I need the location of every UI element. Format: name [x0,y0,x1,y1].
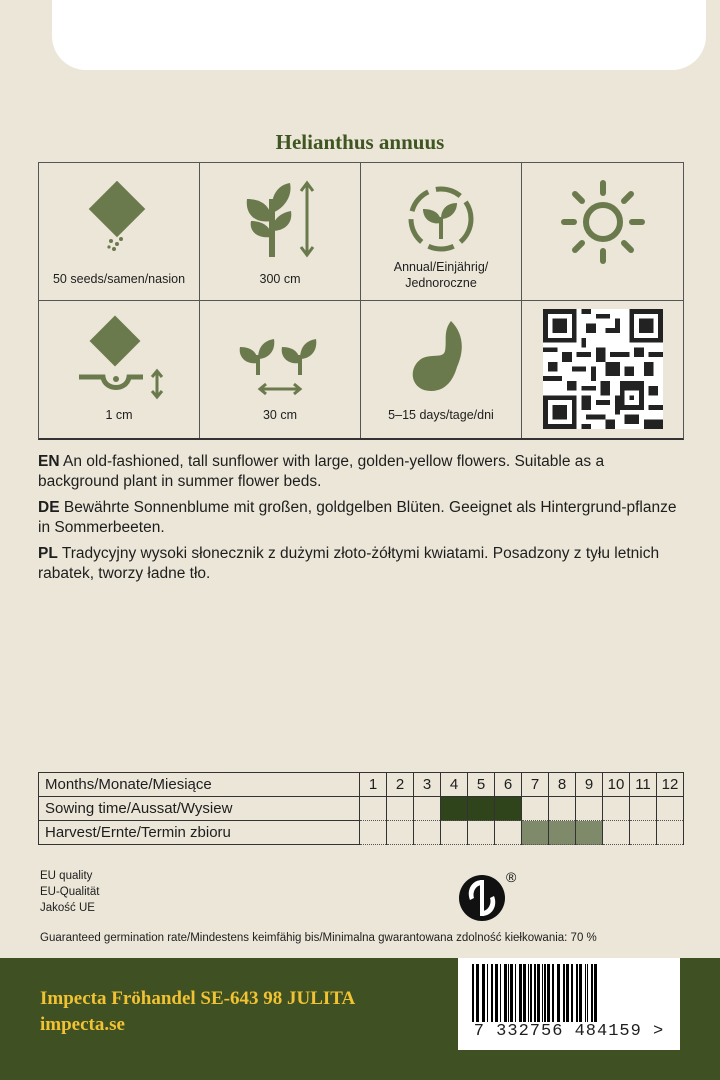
company-address: Impecta Fröhandel SE-643 98 JULITA [40,988,356,1009]
plant-spacing-icon [230,325,330,405]
barcode-bar [508,964,509,1022]
barcode-bar [594,964,597,1022]
green-dot-icon [458,868,522,924]
sun-icon [558,177,648,267]
calendar-cell-month-5 [468,797,495,821]
barcode-bar [534,964,536,1022]
barcode-bar [547,964,550,1022]
barcode-bar [557,964,560,1022]
height-label: 300 cm [259,272,301,286]
calendar-cell-month-11 [630,821,657,845]
month-3: 3 [414,773,441,797]
calendar-row-label: Sowing time/Aussat/Wysiew [39,797,360,821]
month-11: 11 [630,773,657,797]
calendar-header-row [39,773,684,797]
barcode-bar [500,964,501,1022]
barcode-bars [468,964,670,1022]
calendar-cell-month-7 [522,797,549,821]
month-8: 8 [549,773,576,797]
calendar-row-label: Harvest/Ernte/Termin zbioru [39,821,360,845]
plant-height-icon [235,179,325,259]
month-5: 5 [468,773,495,797]
registered-mark: ® [506,869,517,885]
barcode-bar [515,964,516,1022]
calendar-cell-month-7 [522,821,549,845]
lifecycle-cell [361,163,522,301]
barcode-bar [519,964,522,1022]
description-pl [38,544,684,584]
description-en [38,452,684,492]
barcode-bar [476,964,479,1022]
barcode-bar [544,964,546,1022]
info-icon-grid [38,162,684,440]
seeds-label: 50 seeds/samen/nasion [52,272,186,286]
lang-code-de: DE [38,499,60,516]
lang-code-en: EN [38,453,60,470]
depth-label: 1 cm [105,407,133,422]
seeds-cell [39,163,200,301]
calendar-cell-month-10 [603,821,630,845]
description-de-text: Bewährte Sonnenblume mit großen, goldgelben Blüten. Geeignet als Hintergrund-pflanze in Sommerbeeten. [38,499,677,536]
calendar-cell-month-6 [495,797,522,821]
height-cell [200,163,361,301]
barcode-bar [487,964,488,1022]
calendar-cell-month-11 [630,797,657,821]
barcode-number: 7 332756 484159 > [473,1022,665,1041]
eu-quality [40,868,99,916]
barcode-bar [552,964,554,1022]
calendar-cell-month-2 [387,821,414,845]
depth-cell [39,301,200,439]
barcode-bar [523,964,526,1022]
month-4: 4 [441,773,468,797]
sowing-calendar [38,772,684,845]
calendar-cell-month-9 [576,797,603,821]
green-dot-logo [458,868,522,929]
calendar-cell-month-1 [360,797,387,821]
barcode-bar [563,964,565,1022]
month-10: 10 [603,773,630,797]
barcode-bar [495,964,498,1022]
germination-rate: Guaranteed germination rate/Mindestens keimfähig bis/Minimalna gwarantowana zdolność kiełkowania: 70 % [40,932,597,944]
germination-icon [401,315,481,395]
calendar-row-sowing [39,797,684,821]
company-website[interactable]: impecta.se [40,1014,125,1035]
description-de [38,498,684,538]
sowing-depth-icon [69,313,169,403]
calendar-cell-month-4 [441,821,468,845]
calendar-cell-month-1 [360,821,387,845]
annual-cycle-icon [401,179,481,259]
calendar-cell-month-8 [549,821,576,845]
quality-pl: Jakość UE [40,902,95,914]
calendar-cell-month-12 [657,821,684,845]
month-9: 9 [576,773,603,797]
barcode-bar [472,964,474,1022]
barcode-bar [587,964,588,1022]
barcode-bar [482,964,485,1022]
calendar-cell-month-6 [495,821,522,845]
barcode [458,958,680,1050]
description-block [38,452,684,590]
month-1: 1 [360,773,387,797]
spacing-label: 30 cm [262,407,298,422]
barcode-bar [537,964,540,1022]
description-pl-text: Tradycyjny wysoki słonecznik z dużymi złoto-żółtymi kwiatami. Posadzony z tyłu letnich rabatek, tworzy ładne tło. [38,545,660,582]
barcode-bar [542,964,543,1022]
qr-code-icon[interactable] [543,309,663,429]
barcode-bar [585,964,586,1022]
qr-cell [522,301,683,439]
barcode-bar [576,964,578,1022]
barcode-bar [510,964,513,1022]
germination-label: 5–15 days/tage/dni [388,407,494,422]
barcode-bar [566,964,569,1022]
lifecycle-label: Annual/Einjährig/ Jednoroczne [393,260,489,290]
barcode-bar [591,964,593,1022]
calendar-row-harvest [39,821,684,845]
description-en-text: An old-fashioned, tall sunflower with large, golden-yellow flowers. Suitable as a background plant in summer flower beds. [38,453,605,490]
month-12: 12 [657,773,684,797]
barcode-bar [528,964,529,1022]
calendar-cell-month-3 [414,797,441,821]
barcode-bar [579,964,582,1022]
spacing-cell [200,301,361,439]
calendar-cell-month-5 [468,821,495,845]
month-6: 6 [495,773,522,797]
calendar-cell-month-10 [603,797,630,821]
germination-cell [361,301,522,439]
calendar-cell-month-9 [576,821,603,845]
quality-de: EU-Qualität [40,886,100,898]
barcode-bar [491,964,493,1022]
quality-en: EU quality [40,870,93,882]
packet-hanger-cutout [52,0,706,70]
sun-cell [522,163,683,301]
calendar-cell-month-8 [549,797,576,821]
barcode-bar [504,964,507,1022]
seed-packet-icon [79,181,159,261]
calendar-header-label: Months/Monate/Miesiące [39,773,360,797]
calendar-cell-month-12 [657,797,684,821]
species-name: Helianthus annuus [275,130,445,154]
calendar-cell-month-2 [387,797,414,821]
calendar-cell-month-3 [414,821,441,845]
barcode-bar [530,964,532,1022]
calendar-cell-month-4 [441,797,468,821]
month-7: 7 [522,773,549,797]
lang-code-pl: PL [38,545,58,562]
month-2: 2 [387,773,414,797]
barcode-bar [571,964,573,1022]
